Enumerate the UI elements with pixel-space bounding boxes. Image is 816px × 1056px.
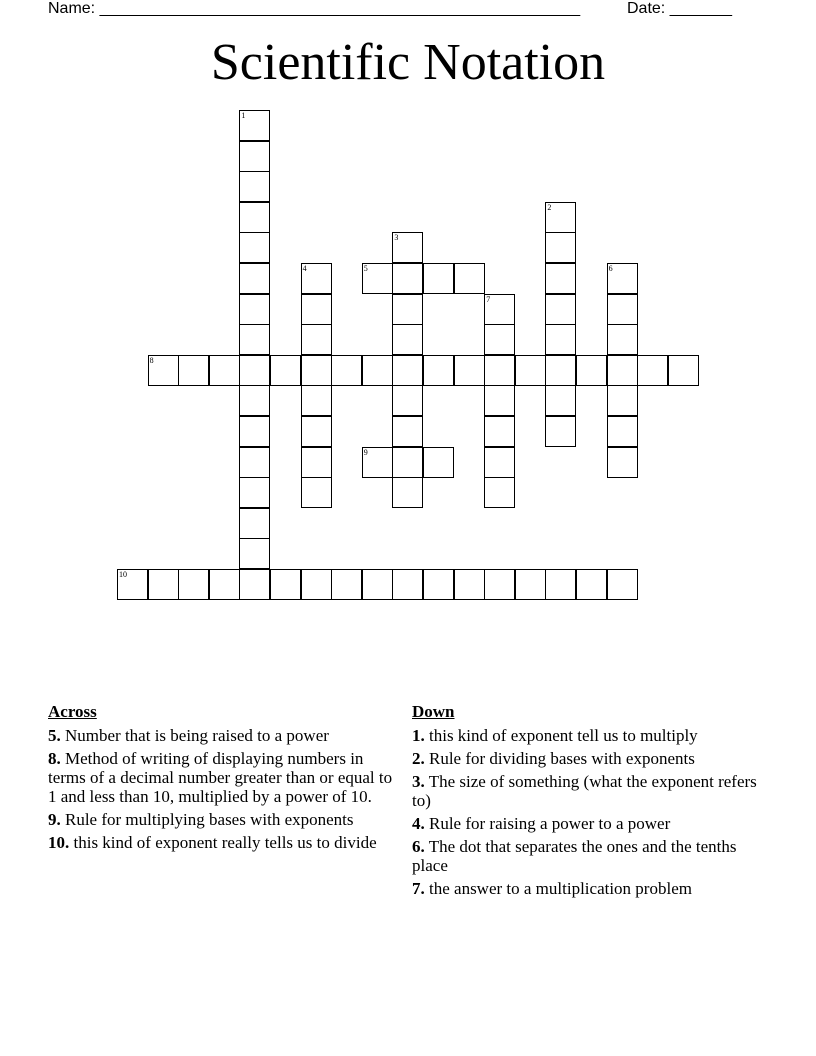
across-heading: Across <box>48 702 97 721</box>
down-clue-1 <box>412 726 757 745</box>
crossword-cell[interactable] <box>239 477 270 508</box>
crossword-cell[interactable] <box>209 355 240 386</box>
crossword-cell[interactable] <box>301 447 332 478</box>
cell-number: 5 <box>363 264 368 273</box>
clue-number: 10. <box>48 833 70 852</box>
clue-text: The dot that separates the ones and the tenths place <box>412 837 737 875</box>
down-clues <box>412 702 757 902</box>
page-title: Scientific Notation <box>210 34 606 91</box>
crossword-cell[interactable] <box>484 294 515 325</box>
crossword-cell[interactable] <box>545 232 576 263</box>
down-clue-3 <box>412 772 757 810</box>
crossword-cell[interactable] <box>392 263 423 294</box>
down-clue-4 <box>412 814 757 833</box>
crossword-cell[interactable] <box>454 263 485 294</box>
crossword-cell[interactable] <box>239 447 270 478</box>
crossword-cell[interactable] <box>392 355 423 386</box>
crossword-cell[interactable] <box>545 202 576 233</box>
crossword-cell[interactable] <box>239 569 270 600</box>
crossword-cell[interactable] <box>423 355 454 386</box>
crossword-cell[interactable] <box>239 202 270 233</box>
name-field-label[interactable]: Name: ______________________________________________________ <box>48 0 581 17</box>
crossword-cell[interactable] <box>607 263 638 294</box>
crossword-cell[interactable] <box>301 294 332 325</box>
date-field-label[interactable]: Date: _______ <box>627 0 732 17</box>
clue-number: 4. <box>412 814 425 833</box>
down-clue-2 <box>412 749 757 768</box>
across-clue-9 <box>48 810 393 829</box>
crossword-cell[interactable] <box>545 355 576 386</box>
crossword-cell[interactable] <box>301 355 332 386</box>
crossword-cell[interactable] <box>239 508 270 539</box>
crossword-cell[interactable] <box>301 477 332 508</box>
down-heading: Down <box>412 702 455 721</box>
clue-text: this kind of exponent tell us to multiply <box>429 726 698 745</box>
crossword-cell[interactable] <box>239 416 270 447</box>
crossword-cell[interactable] <box>423 447 454 478</box>
crossword-cell[interactable] <box>515 569 546 600</box>
crossword-cell[interactable] <box>576 355 607 386</box>
crossword-cell[interactable] <box>392 385 423 416</box>
crossword-cell[interactable] <box>454 355 485 386</box>
crossword-cell[interactable] <box>239 294 270 325</box>
crossword-cell[interactable] <box>239 538 270 569</box>
down-clue-6 <box>412 837 757 875</box>
clue-number: 3. <box>412 772 425 791</box>
crossword-cell[interactable] <box>362 263 393 294</box>
clue-number: 5. <box>48 726 61 745</box>
crossword-cell[interactable] <box>301 324 332 355</box>
crossword-cell[interactable] <box>331 355 362 386</box>
crossword-cell[interactable] <box>239 385 270 416</box>
crossword-cell[interactable] <box>117 569 148 600</box>
clue-number: 6. <box>412 837 425 856</box>
crossword-cell[interactable] <box>392 232 423 263</box>
cell-number: 1 <box>241 111 246 120</box>
clue-text: The size of something (what the exponent refers to) <box>412 772 757 810</box>
crossword-cell[interactable] <box>239 141 270 172</box>
cell-number: 4 <box>302 264 307 273</box>
clue-text: this kind of exponent really tells us to divide <box>73 833 377 852</box>
clue-number: 2. <box>412 749 425 768</box>
cell-number: 6 <box>608 264 613 273</box>
crossword-cell[interactable] <box>209 569 240 600</box>
crossword-cell[interactable] <box>301 385 332 416</box>
crossword-cell[interactable] <box>423 569 454 600</box>
cell-number: 10 <box>119 570 127 579</box>
cell-number: 8 <box>149 355 154 365</box>
clue-number: 1. <box>412 726 425 745</box>
clue-text: Rule for multiplying bases with exponents <box>65 810 354 829</box>
across-clue-5 <box>48 726 393 745</box>
crossword-cell[interactable] <box>392 447 423 478</box>
crossword-cell[interactable] <box>239 232 270 263</box>
cell-number: 9 <box>363 447 368 457</box>
cell-number: 7 <box>486 294 491 304</box>
across-clue-10 <box>48 833 393 852</box>
crossword-cell[interactable] <box>668 355 699 386</box>
across-clue-8 <box>48 749 393 806</box>
crossword-cell[interactable] <box>607 416 638 447</box>
crossword-cell[interactable] <box>454 569 485 600</box>
crossword-cell[interactable] <box>239 355 270 386</box>
crossword-cell[interactable] <box>362 447 393 478</box>
crossword-cell[interactable] <box>484 416 515 447</box>
crossword-cell[interactable] <box>362 355 393 386</box>
crossword-cell[interactable] <box>148 569 179 600</box>
crossword-cell[interactable] <box>515 355 546 386</box>
crossword-cell[interactable] <box>637 355 668 386</box>
crossword-cell[interactable] <box>545 416 576 447</box>
clue-text: Number that is being raised to a power <box>65 726 329 745</box>
crossword-cell[interactable] <box>545 385 576 416</box>
crossword-cell[interactable] <box>545 294 576 325</box>
crossword-cell[interactable] <box>392 416 423 447</box>
cell-number: 3 <box>394 233 399 243</box>
down-clue-7 <box>412 879 757 898</box>
crossword-cell[interactable] <box>331 569 362 600</box>
crossword-cell[interactable] <box>392 569 423 600</box>
crossword-cell[interactable] <box>270 355 301 386</box>
clue-number: 9. <box>48 810 61 829</box>
crossword-cell[interactable] <box>239 324 270 355</box>
clue-text: Rule for raising a power to a power <box>429 814 671 833</box>
crossword-cell[interactable] <box>301 569 332 600</box>
clue-text: Method of writing of displaying numbers in terms of a decimal number greater than or equal to 1 and less than 10, multiplied by a power of 10. <box>48 749 393 806</box>
crossword-cell[interactable] <box>362 569 393 600</box>
crossword-cell[interactable] <box>178 355 209 386</box>
crossword-cell[interactable] <box>484 355 515 386</box>
crossword-cell[interactable] <box>301 263 332 294</box>
crossword-cell[interactable] <box>239 263 270 294</box>
crossword-cell[interactable] <box>484 385 515 416</box>
clue-text: the answer to a multiplication problem <box>429 879 692 898</box>
crossword-cell[interactable] <box>607 324 638 355</box>
crossword-cell[interactable] <box>239 110 270 141</box>
crossword-cell[interactable] <box>392 324 423 355</box>
crossword-cell[interactable] <box>392 477 423 508</box>
crossword-cell[interactable] <box>607 355 638 386</box>
clue-number: 7. <box>412 879 425 898</box>
crossword-cell[interactable] <box>270 569 301 600</box>
crossword-cell[interactable] <box>178 569 209 600</box>
crossword-cell[interactable] <box>607 569 638 600</box>
crossword-cell[interactable] <box>607 294 638 325</box>
crossword-cell[interactable] <box>545 569 576 600</box>
crossword-cell[interactable] <box>484 447 515 478</box>
clue-number: 8. <box>48 749 61 768</box>
cell-number: 2 <box>547 202 552 212</box>
crossword-cell[interactable] <box>484 569 515 600</box>
crossword-cell[interactable] <box>576 569 607 600</box>
crossword-cell[interactable] <box>607 447 638 478</box>
crossword-cell[interactable] <box>607 385 638 416</box>
crossword-cell[interactable] <box>423 263 454 294</box>
crossword-cell[interactable] <box>545 263 576 294</box>
crossword-cell[interactable] <box>239 171 270 202</box>
crossword-cell[interactable] <box>301 416 332 447</box>
crossword-cell[interactable] <box>484 477 515 508</box>
crossword-cell[interactable] <box>392 294 423 325</box>
crossword-cell[interactable] <box>148 355 179 386</box>
crossword-cell[interactable] <box>484 324 515 355</box>
crossword-cell[interactable] <box>545 324 576 355</box>
clue-text: Rule for dividing bases with exponents <box>429 749 695 768</box>
across-clues <box>48 702 393 856</box>
